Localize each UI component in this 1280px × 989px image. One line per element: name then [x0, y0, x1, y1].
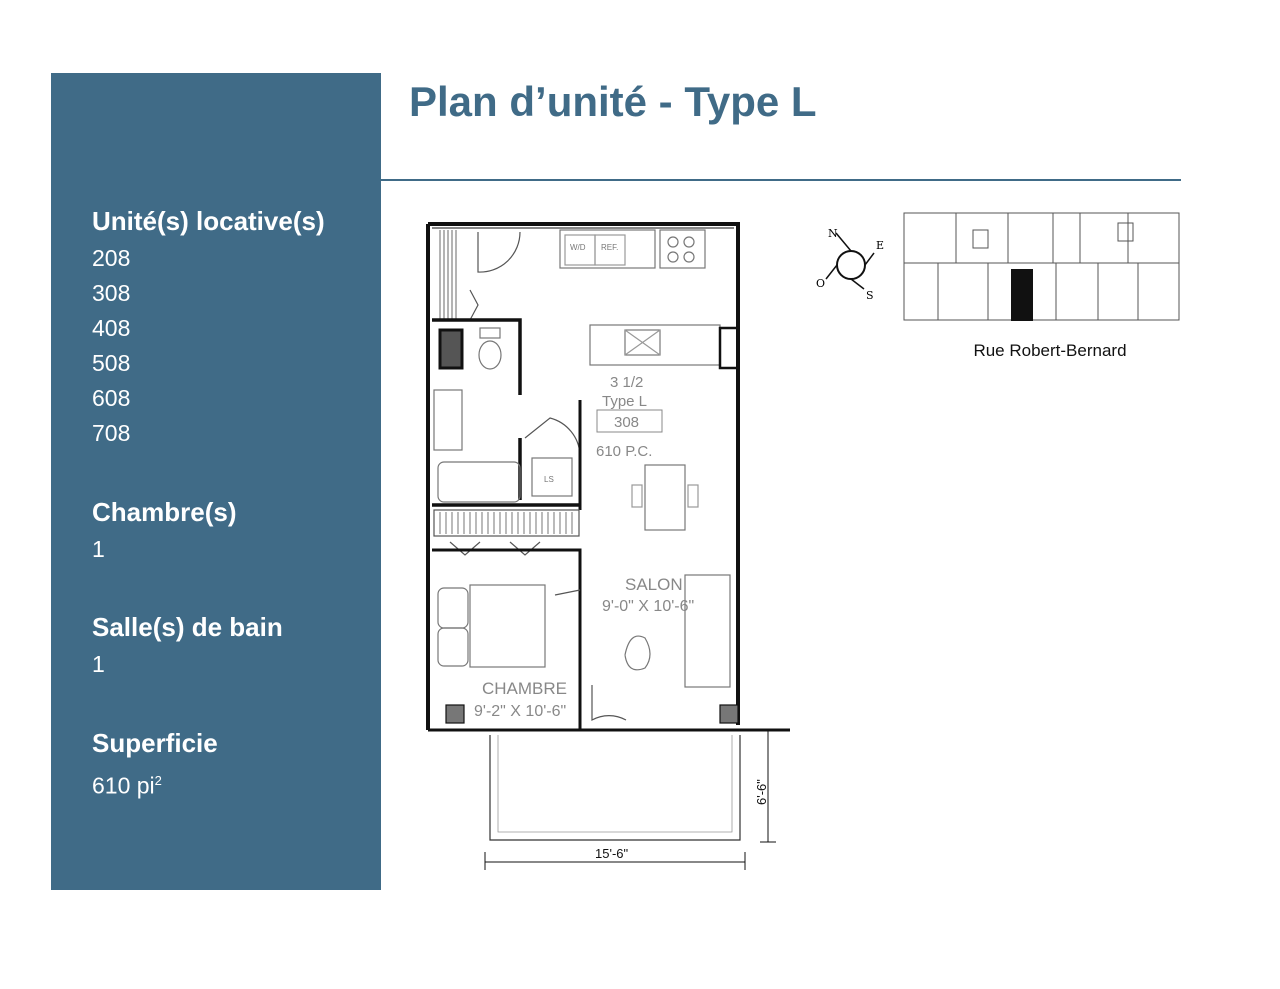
- area-unit-superscript: 2: [154, 773, 162, 788]
- compass-west: O: [816, 277, 826, 290]
- fridge-label: REF.: [601, 243, 619, 252]
- area-value: [92, 763, 218, 804]
- washer-dryer-label: W/D: [570, 243, 586, 252]
- balcony-depth-dimension: 6'-6": [754, 779, 769, 805]
- compass-south: S: [866, 289, 874, 302]
- building-outline: [904, 213, 1179, 320]
- compass-north: N: [828, 227, 838, 240]
- unit-number: 208: [92, 245, 131, 271]
- area-section: [92, 728, 218, 804]
- salon-label: SALON: [625, 575, 683, 594]
- unit-number: 708: [92, 420, 131, 446]
- unit-number-tag: 308: [614, 414, 640, 431]
- units-section: [92, 206, 325, 451]
- balcony-width-dimension: 15'-6": [595, 846, 629, 861]
- bathrooms-heading: Salle(s) de bain: [92, 612, 283, 642]
- chambre-label: CHAMBRE: [482, 679, 568, 698]
- unit-info-sidebar: [51, 73, 381, 890]
- page-title: Plan d’unité - Type L: [409, 78, 817, 125]
- bathrooms-section: [92, 612, 283, 682]
- title-divider: [381, 179, 1181, 181]
- highlighted-unit: [1011, 269, 1033, 321]
- street-label: Rue Robert-Bernard: [973, 341, 1127, 360]
- unit-area-label: 610 P.C.: [596, 443, 653, 460]
- chambre-dimensions: 9'-2" X 10'-6": [474, 703, 567, 720]
- unit-number: 508: [92, 350, 131, 376]
- bedrooms-value: 1: [92, 536, 105, 562]
- unit-number: 408: [92, 315, 131, 341]
- salon-dimensions: 9'-0" X 10'-6": [602, 598, 695, 615]
- area-heading: Superficie: [92, 728, 218, 758]
- floor-plan-drawing: [420, 210, 800, 890]
- units-list: [92, 241, 325, 451]
- unit-number: 608: [92, 385, 131, 411]
- unit-size-label: 3 1/2: [610, 374, 644, 391]
- unit-number: 308: [92, 280, 131, 306]
- compass-rose: [816, 227, 884, 302]
- area-number: 610 pi: [92, 772, 155, 799]
- bedrooms-heading: Chambre(s): [92, 497, 237, 527]
- bedrooms-section: [92, 497, 236, 567]
- laundry-tag: LS: [544, 475, 554, 484]
- key-plan-drawing: [808, 205, 1188, 335]
- bathrooms-value: 1: [92, 651, 105, 677]
- compass-east: E: [876, 239, 885, 252]
- units-heading: Unité(s) locative(s): [92, 206, 325, 236]
- unit-type-label: Type L: [602, 393, 648, 410]
